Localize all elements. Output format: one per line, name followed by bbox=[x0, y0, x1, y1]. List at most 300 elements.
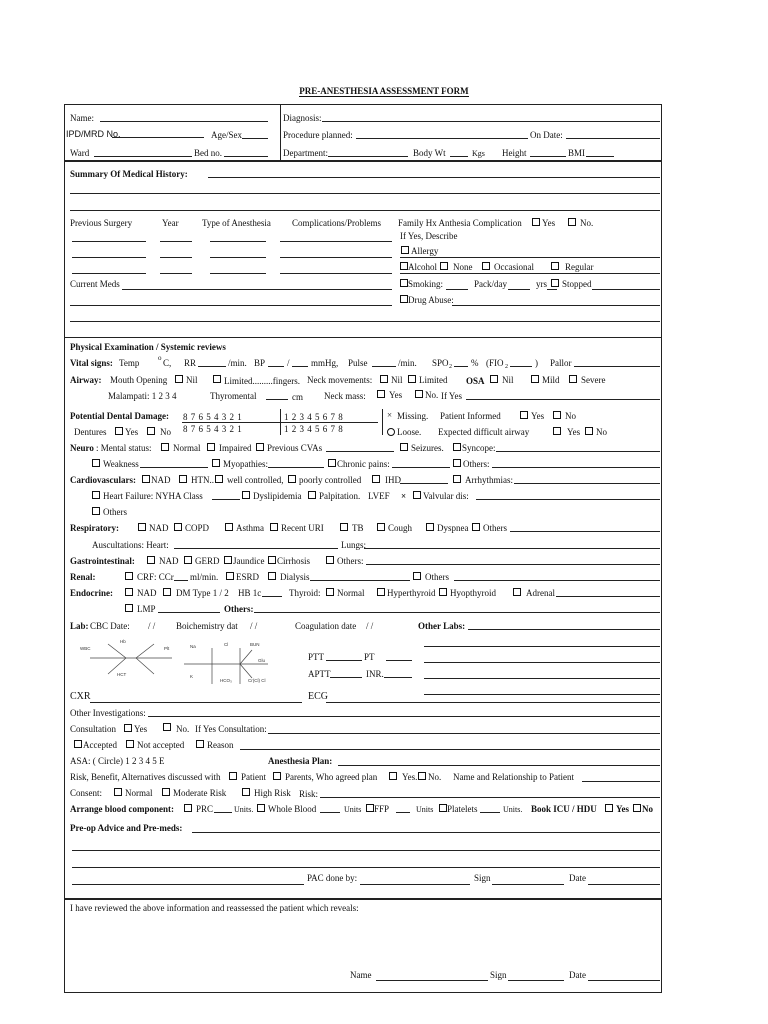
dm-checkbox[interactable] bbox=[163, 588, 171, 596]
cxr-label: CXR bbox=[70, 691, 91, 702]
bp-sys-field[interactable] bbox=[268, 366, 284, 367]
accepted-checkbox[interactable] bbox=[74, 740, 82, 748]
moderate-risk-checkbox[interactable] bbox=[162, 788, 170, 796]
parents-label: Parents, Who agreed plan bbox=[285, 772, 378, 782]
meds-line-2[interactable] bbox=[70, 305, 392, 306]
copd-checkbox[interactable] bbox=[174, 523, 182, 531]
yrs-field[interactable] bbox=[547, 289, 557, 290]
htn-label: HTN.. bbox=[191, 475, 214, 485]
drug-abuse-field[interactable] bbox=[452, 305, 660, 306]
esrd-label: ESRD bbox=[236, 572, 260, 582]
weakness-checkbox[interactable] bbox=[92, 459, 100, 467]
risk-benefit-label: Risk, Benefit, Alternatives discussed with bbox=[70, 772, 221, 782]
pac-date-label: Date bbox=[569, 873, 586, 883]
asthma-checkbox[interactable] bbox=[225, 523, 233, 531]
osa-mild-checkbox[interactable] bbox=[531, 375, 539, 383]
book-icu-label: Book ICU / HDU bbox=[531, 804, 597, 814]
pac-done-by-field[interactable] bbox=[360, 884, 470, 885]
consultation-label: Consultation bbox=[70, 724, 117, 734]
chronic-pains-checkbox[interactable] bbox=[328, 459, 336, 467]
smoking-field[interactable] bbox=[446, 289, 468, 290]
well-controlled-label: well controlled, bbox=[227, 475, 284, 485]
dyslipidemia-checkbox[interactable] bbox=[242, 491, 250, 499]
cl-text: Cl bbox=[224, 642, 229, 647]
stopped-field[interactable] bbox=[592, 289, 660, 290]
surgery-comp-1[interactable] bbox=[280, 241, 392, 242]
neck-nil-checkbox[interactable] bbox=[380, 375, 388, 383]
rr-unit: /min. bbox=[228, 358, 247, 368]
prc-label: PRC bbox=[196, 804, 214, 814]
allergy-field[interactable] bbox=[400, 257, 660, 258]
cardio-others-label: Others bbox=[103, 507, 127, 517]
mouth-nil-label: Nil bbox=[186, 375, 198, 385]
myopathies-checkbox[interactable] bbox=[212, 459, 220, 467]
well-controlled-checkbox[interactable] bbox=[215, 475, 223, 483]
current-meds-field[interactable] bbox=[122, 289, 392, 290]
endo-nad-checkbox[interactable] bbox=[125, 588, 133, 596]
asa-label: ASA: ( Circle) 1 2 3 4 5 E bbox=[70, 756, 165, 766]
biochem-date-label: Boichemistry dat bbox=[176, 621, 238, 631]
alcohol-none-checkbox[interactable] bbox=[440, 262, 448, 270]
ecg-label: ECG bbox=[308, 691, 328, 702]
cough-checkbox[interactable] bbox=[377, 523, 385, 531]
endo-others-label: Others: bbox=[224, 604, 254, 614]
review-date-field[interactable] bbox=[588, 980, 660, 981]
summary-line-3[interactable] bbox=[70, 210, 660, 211]
htn-checkbox[interactable] bbox=[179, 475, 187, 483]
weakness-field[interactable] bbox=[140, 467, 208, 468]
alcohol-checkbox[interactable] bbox=[400, 262, 408, 270]
preop-field-4[interactable] bbox=[72, 884, 304, 885]
lungs-field[interactable] bbox=[364, 548, 660, 549]
neck-mass-no-checkbox[interactable] bbox=[415, 390, 423, 398]
age-sex-field[interactable] bbox=[242, 138, 268, 139]
reason-label: Reason bbox=[207, 740, 234, 750]
cbc-date-slash: / / bbox=[148, 621, 156, 631]
dentures-yes-label: Yes bbox=[125, 427, 139, 437]
neuro-others-field[interactable] bbox=[492, 467, 660, 468]
preop-field-1[interactable] bbox=[192, 832, 660, 833]
recent-uri-label: Recent URI bbox=[281, 523, 324, 533]
diagnosis-label: Diagnosis: bbox=[283, 113, 322, 123]
review-sign-label: Sign bbox=[490, 970, 507, 980]
copd-label: COPD bbox=[185, 523, 210, 533]
pac-sign-field[interactable] bbox=[492, 884, 564, 885]
fio2-sub: 2 bbox=[505, 364, 508, 370]
family-hx-yes-checkbox[interactable] bbox=[532, 218, 540, 226]
thyromental-field[interactable] bbox=[266, 399, 288, 400]
neuro-normal-checkbox[interactable] bbox=[161, 443, 169, 451]
bed-field[interactable] bbox=[224, 156, 268, 157]
other-labs-label: Other Labs: bbox=[418, 621, 466, 631]
procedure-field[interactable] bbox=[356, 138, 528, 139]
auscultations-label: Auscultations: Heart: bbox=[92, 540, 169, 550]
preop-advice-label: Pre-op Advice and Pre-meds: bbox=[70, 823, 183, 833]
renal-others-checkbox[interactable] bbox=[413, 572, 421, 580]
review-name-field[interactable] bbox=[376, 980, 488, 981]
agreed-yes-checkbox[interactable] bbox=[389, 772, 397, 780]
dentures-label: Dentures bbox=[74, 427, 107, 437]
pac-date-field[interactable] bbox=[588, 884, 660, 885]
osa-mild-label: Mild bbox=[542, 375, 560, 385]
cbc-diag-3 bbox=[136, 644, 154, 658]
heart-failure-checkbox[interactable] bbox=[92, 491, 100, 499]
heart-field[interactable] bbox=[174, 548, 338, 549]
ffp-checkbox[interactable] bbox=[366, 804, 374, 812]
resp-others-checkbox[interactable] bbox=[472, 523, 480, 531]
dyspnea-checkbox[interactable] bbox=[426, 523, 434, 531]
icu-no-checkbox[interactable] bbox=[633, 804, 641, 812]
jaundice-label: Jaundice bbox=[233, 556, 265, 566]
teeth-upper-left: 8 7 6 5 4 3 2 1 bbox=[183, 412, 243, 422]
pac-sign-label: Sign bbox=[474, 873, 491, 883]
hb1c-label: HB 1c bbox=[238, 588, 262, 598]
neuro-impaired-label: Impaired bbox=[219, 443, 252, 453]
thyroid-normal-checkbox[interactable] bbox=[326, 588, 334, 596]
body-wt-field[interactable] bbox=[450, 156, 468, 157]
informed-yes-checkbox[interactable] bbox=[520, 411, 528, 419]
pulse-unit: /min. bbox=[398, 358, 417, 368]
gi-others-label: Others: bbox=[337, 556, 364, 566]
diagnosis-field[interactable] bbox=[322, 121, 660, 122]
other-labs-field-2[interactable] bbox=[424, 646, 660, 647]
mouth-limited-checkbox[interactable] bbox=[213, 375, 221, 383]
neck-nil-label: Nil bbox=[391, 375, 403, 385]
bmi-field[interactable] bbox=[586, 156, 614, 157]
other-investigations-label: Other Investigations: bbox=[70, 708, 146, 718]
moderate-risk-label: Moderate Risk bbox=[173, 788, 227, 798]
resp-nad-label: NAD bbox=[149, 523, 169, 533]
platelets-label: Platelets bbox=[447, 804, 478, 814]
reason-field[interactable] bbox=[240, 749, 660, 750]
alcohol-line[interactable] bbox=[400, 273, 660, 274]
mouth-nil-checkbox[interactable] bbox=[175, 375, 183, 383]
cardio-nad-label: NAD bbox=[151, 475, 171, 485]
whole-blood-label: Whole Blood bbox=[268, 804, 317, 814]
on-date-field[interactable] bbox=[566, 138, 660, 139]
teeth-upper-right: 1 2 3 4 5 6 7 8 bbox=[284, 412, 344, 422]
if-yes-describe-label: If Yes, Describe bbox=[400, 231, 458, 241]
cm-label: cm bbox=[292, 392, 303, 402]
osa-label: OSA bbox=[466, 376, 485, 386]
reason-checkbox[interactable] bbox=[196, 740, 204, 748]
height-field[interactable] bbox=[530, 156, 566, 157]
syncope-checkbox[interactable] bbox=[453, 443, 461, 451]
valvular-field[interactable] bbox=[476, 499, 660, 500]
jaundice-checkbox[interactable] bbox=[224, 556, 232, 564]
high-risk-label: High Risk bbox=[254, 788, 291, 798]
hct-text: HCT bbox=[117, 672, 127, 677]
ihd-field[interactable] bbox=[400, 483, 448, 484]
neck-mass-yes-label: Yes bbox=[389, 390, 403, 400]
alcohol-label: Alcohol bbox=[408, 262, 437, 272]
other-labs-field-1[interactable] bbox=[468, 629, 660, 630]
palpitation-label: Palpitation. bbox=[319, 491, 361, 501]
department-field[interactable] bbox=[328, 156, 408, 157]
other-investigations-field[interactable] bbox=[148, 716, 660, 717]
hyperthyroid-checkbox[interactable] bbox=[377, 588, 385, 596]
neck-movements-label: Neck movements: bbox=[307, 375, 373, 385]
gi-others-field[interactable] bbox=[366, 564, 660, 565]
difficult-airway-label: Expected difficult airway bbox=[438, 427, 530, 437]
arrhythmias-checkbox[interactable] bbox=[453, 475, 461, 483]
not-accepted-checkbox[interactable] bbox=[126, 740, 134, 748]
patient-checkbox[interactable] bbox=[229, 772, 237, 780]
seizures-checkbox[interactable] bbox=[400, 443, 408, 451]
consult-field[interactable] bbox=[268, 733, 660, 734]
informed-no-checkbox[interactable] bbox=[553, 411, 561, 419]
nyha-field[interactable] bbox=[212, 499, 240, 500]
ihd-checkbox[interactable] bbox=[372, 475, 380, 483]
resp-others-label: Others bbox=[483, 523, 507, 533]
consent-normal-checkbox[interactable] bbox=[114, 788, 122, 796]
crf-label: CRF: CCr bbox=[137, 572, 174, 582]
rr-field[interactable] bbox=[198, 366, 226, 367]
missing-x-mark: × bbox=[387, 410, 393, 420]
osa-severe-checkbox[interactable] bbox=[569, 375, 577, 383]
on-date-label: On Date: bbox=[530, 130, 563, 140]
pack-day-label: Pack/day bbox=[474, 279, 507, 289]
poorly-controlled-checkbox[interactable] bbox=[288, 475, 296, 483]
consult-yes-checkbox[interactable] bbox=[124, 724, 132, 732]
accepted-label: Accepted bbox=[83, 740, 117, 750]
neck-mass-no-label: No. bbox=[425, 390, 439, 400]
lungs-label: Lungs: bbox=[341, 540, 367, 550]
allergy-label: Allergy bbox=[411, 246, 439, 256]
gi-others-checkbox[interactable] bbox=[326, 556, 334, 564]
neuro-others-checkbox[interactable] bbox=[453, 459, 461, 467]
dentures-yes-checkbox[interactable] bbox=[115, 427, 123, 435]
surgery-type-1[interactable] bbox=[210, 241, 266, 242]
neuro-normal-label: Normal bbox=[173, 443, 201, 453]
pack-day-field[interactable] bbox=[508, 289, 530, 290]
ward-field[interactable] bbox=[94, 156, 192, 157]
icu-yes-checkbox[interactable] bbox=[605, 804, 613, 812]
procedure-label: Procedure planned: bbox=[283, 130, 353, 140]
lmp-field[interactable] bbox=[158, 612, 220, 613]
type-anesthesia-label: Type of Anesthesia bbox=[202, 218, 271, 228]
thyroid-normal-label: Normal bbox=[337, 588, 365, 598]
prev-cvas-field[interactable] bbox=[326, 451, 394, 452]
other-labs-field-4[interactable] bbox=[424, 678, 660, 679]
teeth-midline-v bbox=[280, 409, 281, 435]
pt-field[interactable] bbox=[386, 660, 412, 661]
allergy-checkbox[interactable] bbox=[401, 246, 409, 254]
other-labs-field-5[interactable] bbox=[424, 694, 660, 695]
anesthesia-plan-label: Anesthesia Plan: bbox=[268, 756, 333, 766]
meds-line-3[interactable] bbox=[70, 321, 660, 322]
surgery-row-1[interactable] bbox=[72, 241, 146, 242]
informed-yes-label: Yes bbox=[531, 411, 545, 421]
pulse-field[interactable] bbox=[372, 366, 396, 367]
platelets-checkbox[interactable] bbox=[439, 804, 447, 812]
hb1c-field[interactable] bbox=[262, 596, 282, 597]
name-field[interactable] bbox=[100, 121, 268, 122]
osa-nil-checkbox[interactable] bbox=[490, 375, 498, 383]
renal-label: Renal: bbox=[70, 572, 96, 582]
ml-min-label: ml/min. bbox=[190, 572, 219, 582]
surgery-type-2[interactable] bbox=[210, 257, 266, 258]
surgery-comp-2[interactable] bbox=[280, 257, 392, 258]
review-sign-field[interactable] bbox=[508, 980, 564, 981]
resp-others-field[interactable] bbox=[510, 531, 660, 532]
pac-done-by-label: PAC done by: bbox=[307, 873, 358, 883]
prev-cvas-checkbox[interactable] bbox=[256, 443, 264, 451]
platelets-field[interactable] bbox=[480, 812, 500, 813]
family-hx-no-checkbox[interactable] bbox=[568, 218, 576, 226]
arrhythmias-field[interactable] bbox=[514, 483, 660, 484]
agreed-no-checkbox[interactable] bbox=[418, 772, 426, 780]
cxr-field[interactable] bbox=[90, 702, 302, 703]
surgery-comp-3[interactable] bbox=[280, 273, 392, 274]
icu-yes-label: Yes bbox=[616, 804, 629, 814]
neck-mass-field[interactable] bbox=[466, 399, 660, 400]
prc-field[interactable] bbox=[214, 812, 232, 813]
crf-checkbox[interactable] bbox=[125, 572, 133, 580]
occasional-checkbox[interactable] bbox=[482, 262, 490, 270]
anesthesia-plan-field[interactable] bbox=[338, 765, 660, 766]
prev-surgery-label: Previous Surgery bbox=[70, 218, 133, 228]
patient-label: Patient bbox=[241, 772, 266, 782]
endo-others-field[interactable] bbox=[254, 612, 660, 613]
crf-field[interactable] bbox=[174, 580, 188, 581]
palpitation-checkbox[interactable] bbox=[308, 491, 316, 499]
wbc-text: WBC bbox=[80, 646, 91, 651]
lmp-checkbox[interactable] bbox=[125, 604, 133, 612]
tb-checkbox[interactable] bbox=[340, 523, 348, 531]
syncope-label: Syncope: bbox=[462, 443, 496, 453]
missing-label: Missing. bbox=[397, 411, 429, 421]
name-relationship-label: Name and Relationship to Patient bbox=[453, 772, 574, 782]
surgery-row-3[interactable] bbox=[72, 273, 146, 274]
inr-label: INR. bbox=[366, 669, 384, 679]
bmi-label: BMI bbox=[568, 148, 586, 158]
coag-date-label: Coagulation date bbox=[295, 621, 357, 631]
gi-nad-checkbox[interactable] bbox=[147, 556, 155, 564]
name-relationship-field[interactable] bbox=[582, 781, 660, 782]
spo2-field[interactable] bbox=[454, 366, 468, 367]
bmp-diag-1 bbox=[240, 650, 252, 664]
surgery-type-3[interactable] bbox=[210, 273, 266, 274]
renal-others-label: Others bbox=[425, 572, 449, 582]
icu-no-label: No bbox=[642, 804, 653, 814]
ipd-field[interactable] bbox=[112, 137, 204, 138]
neuro-impaired-checkbox[interactable] bbox=[207, 443, 215, 451]
preop-field-2[interactable] bbox=[72, 850, 660, 851]
whole-blood-field[interactable] bbox=[320, 812, 340, 813]
pallor-field[interactable] bbox=[574, 366, 660, 367]
hypothyroid-checkbox[interactable] bbox=[439, 588, 447, 596]
ffp-units-label: Units bbox=[416, 805, 434, 814]
department-label: Department: bbox=[283, 148, 328, 158]
difficult-no-checkbox[interactable] bbox=[585, 427, 593, 435]
cbc-diag-1 bbox=[108, 644, 126, 658]
heart-failure-label: Heart Failure: NYHA Class bbox=[103, 491, 203, 501]
cirrhosis-label: Cirrhosis bbox=[277, 556, 311, 566]
dialysis-checkbox[interactable] bbox=[268, 572, 276, 580]
body-wt-label: Body Wt bbox=[413, 148, 446, 158]
other-labs-field-3[interactable] bbox=[424, 662, 660, 663]
arrhythmias-label: Arrhythmias: bbox=[465, 475, 513, 485]
fio2-field[interactable] bbox=[510, 366, 532, 367]
plt-text: Plt bbox=[164, 646, 170, 651]
smoking-checkbox[interactable] bbox=[400, 279, 408, 287]
adrenal-field[interactable] bbox=[556, 596, 660, 597]
poorly-controlled-label: poorly controlled bbox=[299, 475, 362, 485]
prc-checkbox[interactable] bbox=[184, 804, 192, 812]
gi-nad-label: NAD bbox=[159, 556, 179, 566]
neuro-others-label: Others: bbox=[463, 459, 490, 469]
complications-label: Complications/Problems bbox=[292, 218, 381, 228]
drug-abuse-label: Drug Abuse: bbox=[408, 295, 454, 305]
summary-line-2[interactable] bbox=[70, 193, 660, 194]
adrenal-checkbox[interactable] bbox=[513, 588, 521, 596]
fio2-label: (FIO bbox=[486, 358, 504, 368]
cardio-nad-checkbox[interactable] bbox=[142, 475, 150, 483]
valvular-checkbox[interactable] bbox=[413, 491, 421, 499]
recent-uri-checkbox[interactable] bbox=[270, 523, 278, 531]
gerd-label: GERD bbox=[195, 556, 220, 566]
surgery-year-1[interactable] bbox=[160, 241, 192, 242]
dentures-no-checkbox[interactable] bbox=[147, 427, 155, 435]
cardio-label: Cardiovasculars: bbox=[70, 475, 136, 485]
cardio-others-checkbox[interactable] bbox=[92, 507, 100, 515]
whole-blood-checkbox[interactable] bbox=[257, 804, 265, 812]
neck-limited-checkbox[interactable] bbox=[408, 375, 416, 383]
chronic-pains-field[interactable] bbox=[392, 467, 450, 468]
high-risk-checkbox[interactable] bbox=[242, 788, 250, 796]
gerd-checkbox[interactable] bbox=[184, 556, 192, 564]
syncope-field[interactable] bbox=[496, 451, 660, 452]
loose-radio[interactable] bbox=[387, 428, 395, 436]
difficult-yes-checkbox[interactable] bbox=[553, 427, 561, 435]
surgery-year-2[interactable] bbox=[160, 257, 192, 258]
ffp-field[interactable] bbox=[396, 812, 410, 813]
surgery-year-3[interactable] bbox=[160, 273, 192, 274]
inr-field[interactable] bbox=[384, 677, 412, 678]
consult-no-checkbox[interactable] bbox=[163, 723, 171, 731]
glu-text: Glu bbox=[258, 658, 266, 663]
stopped-checkbox[interactable] bbox=[551, 279, 559, 287]
parents-checkbox[interactable] bbox=[273, 772, 281, 780]
summary-line-1[interactable] bbox=[208, 177, 660, 178]
renal-others-field[interactable] bbox=[454, 580, 660, 581]
dialysis-field[interactable] bbox=[310, 580, 410, 581]
ecg-field[interactable] bbox=[326, 702, 660, 703]
resp-nad-checkbox[interactable] bbox=[138, 523, 146, 531]
loose-label: Loose. bbox=[397, 427, 422, 437]
ptt-field[interactable] bbox=[326, 660, 362, 661]
myopathies-field[interactable] bbox=[268, 467, 324, 468]
neck-mass-label: Neck mass: bbox=[324, 391, 366, 401]
risk-field[interactable] bbox=[320, 797, 660, 798]
bp-dia-field[interactable] bbox=[292, 366, 308, 367]
respiratory-label: Respiratory: bbox=[70, 523, 119, 533]
preop-field-3[interactable] bbox=[72, 867, 660, 868]
coag-date-slash: / / bbox=[366, 621, 374, 631]
cirrhosis-checkbox[interactable] bbox=[268, 556, 276, 564]
aptt-field[interactable] bbox=[330, 677, 362, 678]
regular-checkbox[interactable] bbox=[551, 262, 559, 270]
esrd-checkbox[interactable] bbox=[226, 572, 234, 580]
bmp-diag-2 bbox=[240, 664, 252, 678]
not-accepted-label: Not accepted bbox=[137, 740, 185, 750]
regular-label: Regular bbox=[565, 262, 594, 272]
neck-mass-yes-checkbox[interactable] bbox=[377, 390, 385, 398]
surgery-row-2[interactable] bbox=[72, 257, 146, 258]
drug-abuse-checkbox[interactable] bbox=[400, 295, 408, 303]
teeth-lower-right: 1 2 3 4 5 6 7 8 bbox=[284, 424, 344, 434]
